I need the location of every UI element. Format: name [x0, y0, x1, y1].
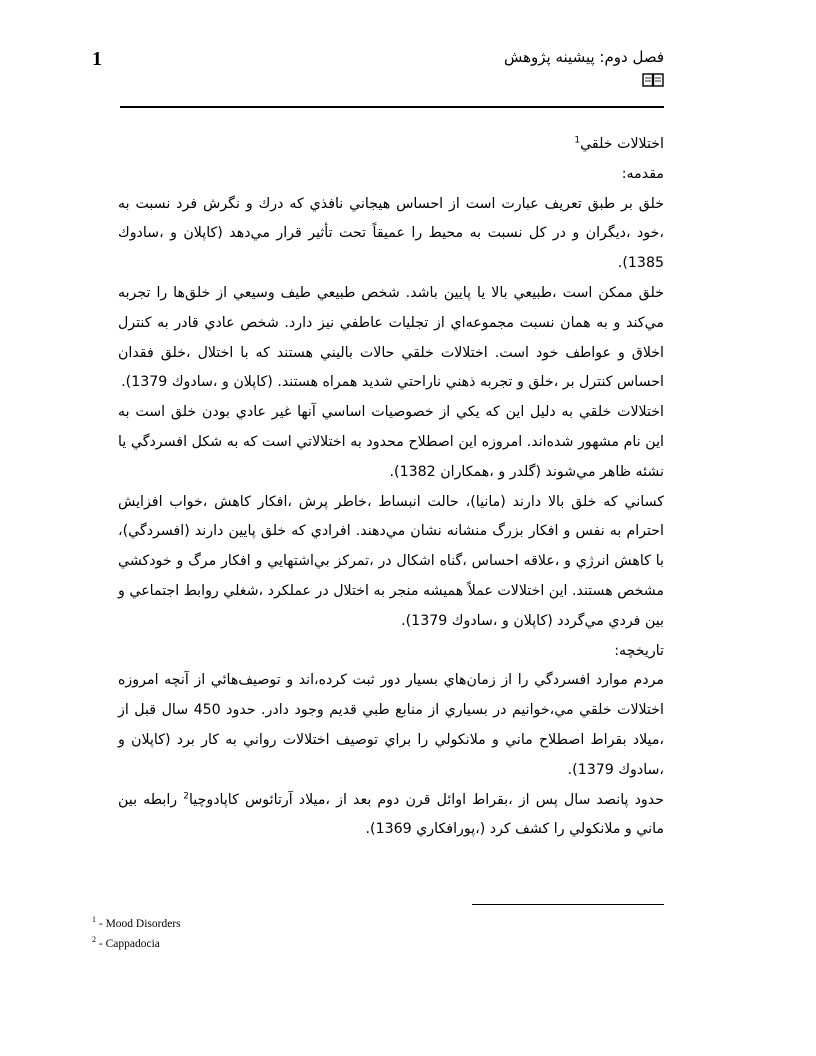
heading-mood-disorders	[118, 130, 664, 160]
footnote-number: 1	[92, 915, 96, 924]
footnote-1	[92, 912, 181, 932]
paragraph-4: كساني كه خلق بالا دارند (مانيا)، حالت انبساط ،خاطر پرش ،افكار كاهش ،خواب افزايش احترام به نفس و افكار بزرگ منشانه نشان مي‌دهند. افرادي كه خلق پايين دارند (افسردگي)، با كاهش انرژي و ،علاقه احساس ،گناه اشكال در ،تمركز بي‌اشتهايي و افكار مرگ و خودكشي مشخص هستند. اين اختلالات عملاً هميشه منجر به اختلال در عملكرد ،شغلي روابط اجتماعي و بين فردي مي‌گردد (كاپلان و ،سادوك 1379).	[118, 493, 664, 629]
chapter-title: فصل دوم: پيشينه پژوهش	[503, 48, 664, 66]
header-divider	[120, 106, 664, 108]
footnote-text: - Cappadocia	[96, 937, 160, 950]
book-icon	[642, 72, 664, 88]
page-number: 1	[92, 48, 102, 70]
heading-text: اختلالات خلقي	[580, 136, 664, 152]
paragraph-6-part-b: رابطه بين ماني و ملانكولي را كشف كرد (،پورافكاري 1369).	[118, 791, 664, 838]
footnote-text: - Mood Disorders	[96, 917, 181, 930]
paragraph-2: خلق ممكن است ،طبيعي بالا يا پايين باشد. شخص طبيعي طيف وسيعي از خلق‌ها را تجربه مي‌كند و به همان نسبت مجموعه‌اي از تجليات عاطفي نيز دارد. شخص عادي قادر به كنترل اخلاق و عواطف خود است. اختلالات خلقي حالات باليني هستند كه با اختلال ،خلق فقدان احساس كنترل بر ،خلق و تجربه ذهني ناراحتي شديد همراه هستند. (كاپلان و ،سادوك 1379).	[118, 284, 664, 391]
document-body	[118, 130, 664, 845]
paragraph-6-part-a: حدود پانصد سال پس از ،بقراط اوائل قرن دوم بعد از ،ميلاد آرتائوس كاپادوچيا	[188, 791, 664, 808]
footnote-ref-1: 1	[574, 135, 581, 146]
paragraph-3: اختلالات خلقي به دليل اين كه يكي از خصوصيات اساسي آنها غير عادي بودن خلق است به اين نام مشهور شده‌اند. امروزه اين اصطلاح محدود به اختلالاتي است كه به شكل افسردگي يا نشئه ظاهر مي‌شوند (گلدر و ،همكاران 1382).	[118, 404, 664, 480]
paragraph-6	[118, 786, 664, 846]
footnote-number: 2	[92, 934, 96, 944]
paragraph-1: خلق بر طبق تعريف عبارت است از احساس هيجاني نافذي كه درك و نگرش فرد نسبت به ،خود ،ديگران و در كل نسبت به محيط را عميقاً تحت تأثير قرار مي‌دهد (كاپلان و ،سادوك 1385).	[118, 195, 664, 272]
heading-history: تاريخچه:	[614, 642, 664, 659]
footnote-2	[92, 932, 181, 952]
paragraph-5: مردم موارد افسردگي را از زمان‌هاي بسيار دور ثبت كرده،اند و توصيف‌هائي از آنچه امروزه اختلالات خلقي مي،خوانيم در بسياري از منابع طبي قديم وجود دادر. حدود 450 سال قبل از ،ميلاد بقراط اصطلاح ماني و ملانكولي را براي توصيف اختلالات رواني به كار برد (كاپلان و ،سادوك 1379).	[118, 672, 664, 778]
footnotes	[92, 912, 181, 952]
footnote-ref-2: 2	[183, 790, 189, 801]
heading-introduction: مقدمه:	[621, 165, 664, 182]
footnote-divider	[472, 904, 664, 905]
